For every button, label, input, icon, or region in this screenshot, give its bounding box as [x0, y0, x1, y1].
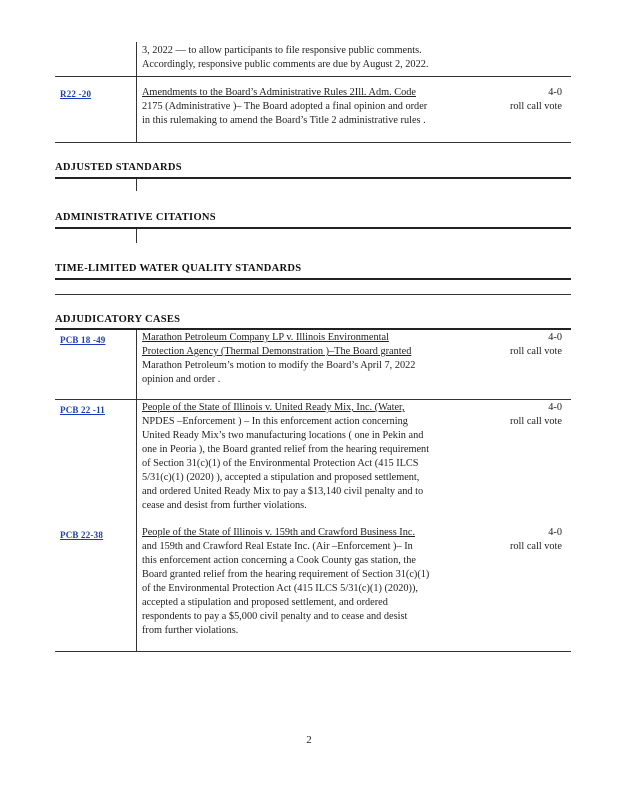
description-line: 3, 2022 — to allow participants to file responsive public comments. [142, 45, 422, 56]
table-bottom-rule [55, 651, 571, 652]
description-line: from further violations. [142, 625, 239, 636]
description-line: Accordingly, responsive public comments are due by August 2, 2022. [142, 59, 429, 70]
description-line: NPDES –Enforcement ) – In this enforcement action concerning [142, 416, 408, 427]
vote-count: 4-0 [548, 527, 562, 538]
section-heading-adjusted-standards: ADJUSTED STANDARDS [55, 162, 182, 173]
description-line: 2175 (Administrative )– The Board adopted a final opinion and order [142, 101, 428, 112]
docket-link-r22-20[interactable]: R22 -20 [60, 89, 92, 99]
section-rule [55, 328, 571, 330]
description-line: one in Peoria ), the Board granted relief from the hearing requirement [142, 444, 430, 455]
description-line: this enforcement action concerning a Cook County gas station, the [142, 555, 416, 566]
description-line: accepted a stipulation and proposed settlement, and ordered [142, 597, 388, 608]
section-rule [55, 278, 571, 280]
section-heading-time-limited-standards: TIME-LIMITED WATER QUALITY STANDARDS [55, 263, 302, 274]
column-divider [136, 179, 137, 191]
description-line: of Section 31(c)(1) of the Environmental Protection Act (415 ILCS [142, 458, 419, 469]
description-line: United Ready Mix’s two manufacturing locations ( one in Pekin and [142, 430, 424, 441]
docket-link-pcb-18-49[interactable]: PCB 18 -49 [60, 335, 106, 345]
vote-type: roll call vote [509, 346, 562, 357]
description-line: Board granted relief from the hearing requirement of Section 31(c)(1) [142, 569, 430, 580]
description-line: respondents to pay a $5,000 civil penalty and to cease and desist [142, 611, 408, 622]
case-vote [490, 401, 562, 429]
vote-type: roll call vote [509, 416, 562, 427]
column-divider [136, 229, 137, 243]
rules-vote [490, 86, 562, 114]
vote-type: roll call vote [509, 101, 562, 112]
description-line: and 159th and Crawford Real Estate Inc. (Air –Enforcement )– In [142, 541, 413, 552]
description-line: Protection Agency (Thermal Demonstration )–The Board granted [142, 346, 412, 357]
docket-link-pcb-22-11[interactable]: PCB 22 -11 [60, 405, 106, 415]
column-divider [136, 330, 137, 651]
row-divider [55, 76, 571, 77]
section-rule [55, 177, 571, 179]
vote-type: roll call vote [509, 541, 562, 552]
continued-description [142, 44, 474, 72]
description-line: 5/31(c)(1) (2020) ), accepted a stipulation and proposed settlement, [142, 472, 420, 483]
description-line: and ordered United Ready Mix to pay a $13,140 civil penalty and to [142, 486, 424, 497]
case-description [142, 401, 474, 513]
section-heading-administrative-citations: ADMINISTRATIVE CITATIONS [55, 212, 216, 223]
vote-count: 4-0 [548, 332, 562, 343]
case-vote [490, 331, 562, 359]
description-line: Marathon Petroleum’s motion to modify the Board’s April 7, 2022 [142, 360, 416, 371]
vote-count: 4-0 [548, 87, 562, 98]
case-description [142, 526, 474, 638]
vote-count: 4-0 [548, 402, 562, 413]
description-line: People of the State of Illinois v. United Ready Mix, Inc. (Water, [142, 402, 405, 413]
description-line: Marathon Petroleum Company LP v. Illinois Environmental [142, 332, 389, 343]
row-divider [55, 142, 571, 143]
section-heading-adjudicatory-cases: ADJUDICATORY CASES [55, 314, 181, 325]
description-line: of the Environmental Protection Act (415 ILCS 5/31(c)(1) (2020)), [142, 583, 418, 594]
description-line: cease and desist from further violations. [142, 500, 307, 511]
page-number: 2 [306, 734, 312, 746]
rules-description [142, 86, 474, 128]
description-line: People of the State of Illinois v. 159th and Crawford Business Inc. [142, 527, 416, 538]
case-description [142, 331, 474, 387]
description-line: opinion and order . [142, 374, 221, 385]
description-line: Amendments to the Board’s Administrative Rules 2Ill. Adm. Code [142, 87, 416, 98]
description-line: in this rulemaking to amend the Board’s Title 2 administrative rules . [142, 115, 426, 126]
column-divider [136, 42, 137, 142]
section-rule [55, 227, 571, 229]
row-divider [55, 294, 571, 295]
row-divider [55, 399, 571, 400]
case-vote [490, 526, 562, 554]
docket-link-pcb-22-38[interactable]: PCB 22-38 [60, 530, 104, 540]
